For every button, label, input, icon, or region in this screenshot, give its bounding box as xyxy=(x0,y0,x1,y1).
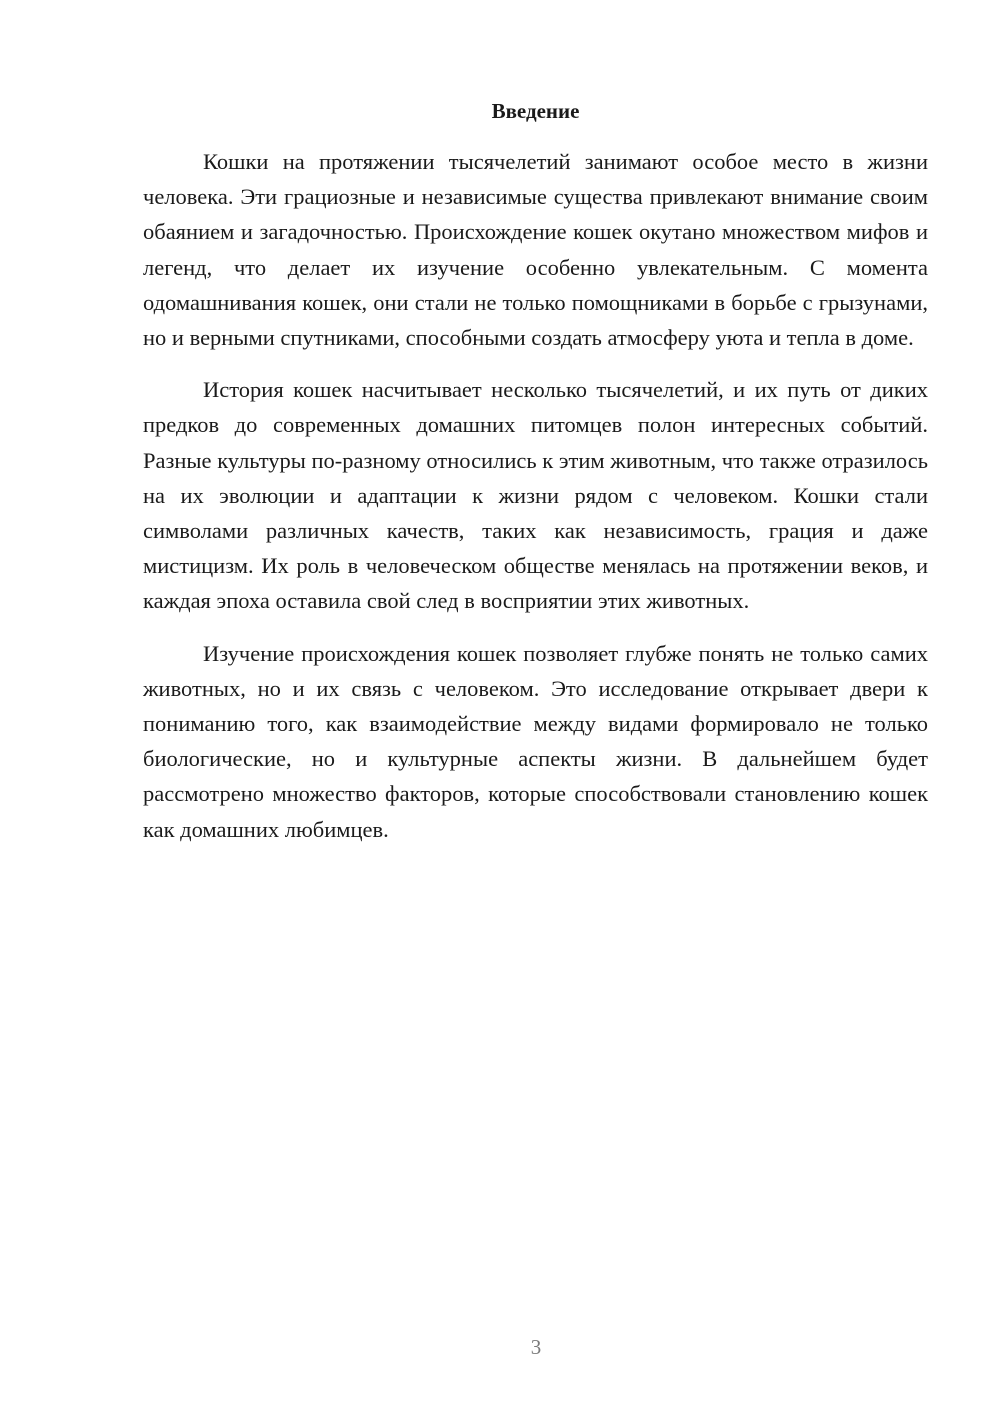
document-body xyxy=(143,144,928,864)
paragraph-1: Кошки на протяжении тысячелетий занимают особое место в жизни человека. Эти грациозные и независимые существа привлекают внимание своим обаянием и загадочностью. Происхождение кошек окутано множеством мифов и легенд, что делает их изучение особенно увлекательным. С момента одомашнивания кошек, они стали не только помощниками в борьбе с грызунами, но и верными спутниками, способными создать атмосферу уюта и тепла в доме. xyxy=(143,149,928,351)
paragraph-3: Изучение происхождения кошек позволяет глубже понять не только самих животных, но и их связь с человеком. Это исследование открывает двери к пониманию того, как взаимодействие между видами формировало не только биологические, но и культурные аспекты жизни. В дальнейшем будет рассмотрено множество факторов, которые способствовали становлению кошек как домашних любимцев. xyxy=(143,640,928,842)
section-heading: Введение xyxy=(491,99,580,123)
paragraph-2: История кошек насчитывает несколько тысячелетий, и их путь от диких предков до современных домашних питомцев полон интересных событий. Разные культуры по-разному относились к этим животным, что также отразилось на их эволюции и адаптации к жизни рядом с человеком. Кошки стали символами различных качеств, таких как независимость, грация и даже мистицизм. Их роль в человеческом обществе менялась на протяжении веков, и каждая эпоха оставила свой след в восприятии этих животных. xyxy=(143,377,928,614)
page-number: 3 xyxy=(530,1335,542,1359)
